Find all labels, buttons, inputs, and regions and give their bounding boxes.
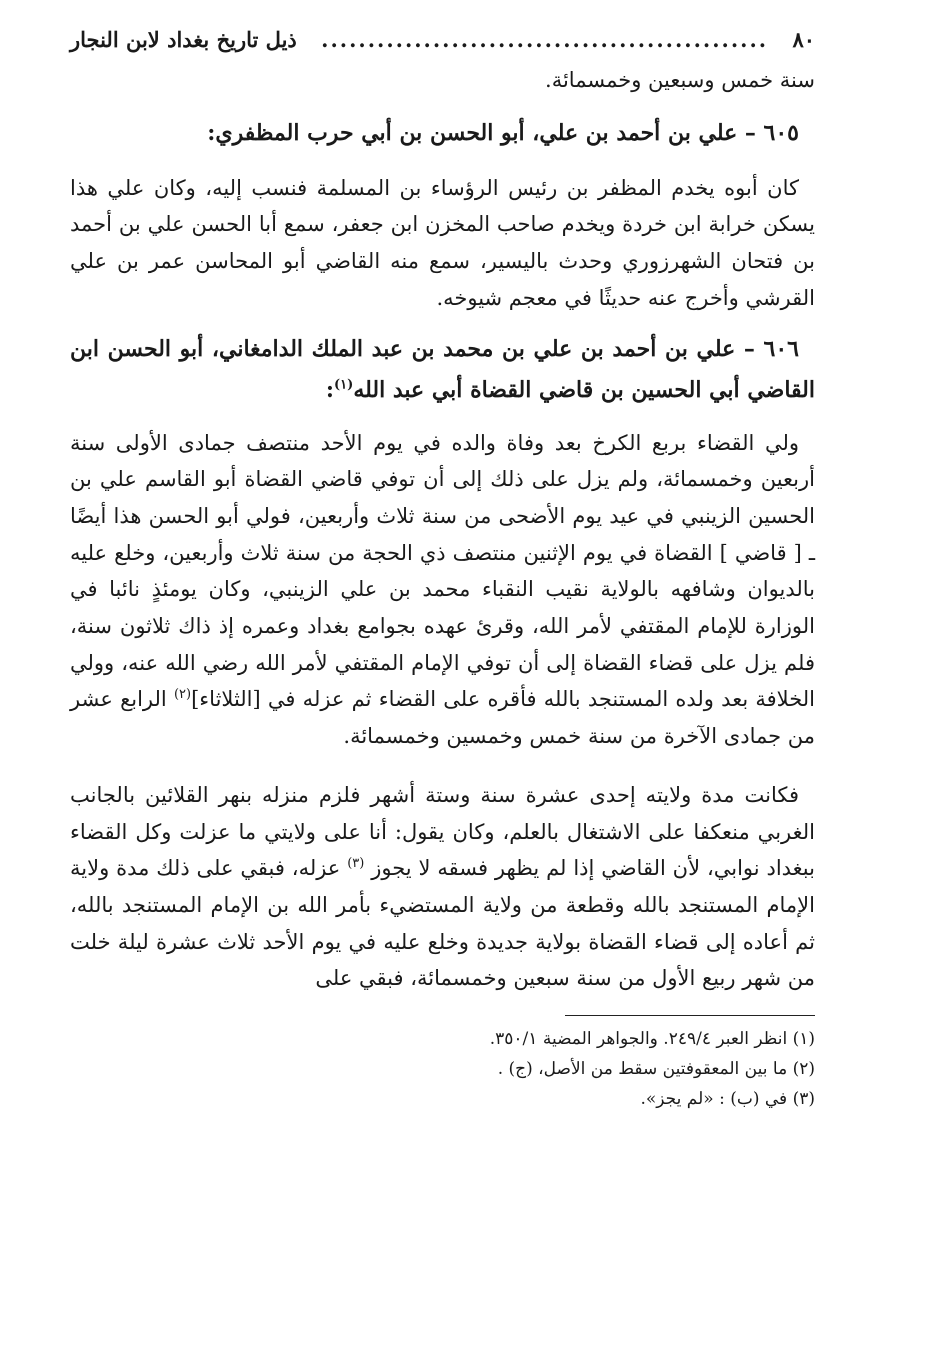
- book-page: [70, 18, 815, 1114]
- footnotes: [70, 1024, 815, 1114]
- footnote-3: (٣) في (ب) : «لم يجز».: [640, 1089, 815, 1110]
- continuation-line: سنة خمس وسبعين وخمسمائة.: [545, 68, 815, 92]
- entry-606-body-text: ولي القضاء بربع الكرخ بعد وفاة والده في يوم الأحد منتصف جمادى الأولى سنة أربعين وخمسمائة، ولم يزل على ذلك إلى أن توفي قاضي القضاة أبو القاسم علي بن الحسين الزينبي في عيد يوم الأضحى من سنة ثلاث وأربعين، فولي أبو الحسن هذا أيضًا ـ [ قاضي ] القضاة في يوم الإثنين منتصف ذي الحجة من سنة ثلاث وأربعين، وخلع عليه بالديوان وشافهه بالولاية نقيب النقباء محمد بن علي الزينبي، وكان يومئذٍ نائبا في الوزارة للإمام المقتفي لأمر الله، وقرئ عهده بجوامع بغداد وعمره إذ ذاك ثلاثون سنة، فلم يزل على قضاء القضاة إلى أن توفي الإمام المقتفي لأمر الله رضي الله عنه، وولي الخلافة بعد ولده المستنجد بالله فأقره على القضاء ثم عزله في [الثلاثاء]: [70, 430, 815, 712]
- footnote-marker-1: (١): [334, 377, 354, 393]
- footnote-divider: [565, 1015, 815, 1016]
- footnote-marker-2: (٢): [173, 687, 192, 703]
- running-title: ذيل تاريخ بغداد لابن النجار: [70, 27, 297, 52]
- page-header: [70, 24, 815, 56]
- entry-606-body-end: الرابع عشر من جمادى الآخرة من سنة خمس وخمسين وخمسمائة.: [70, 687, 815, 749]
- page-number: ٨٠: [792, 27, 815, 52]
- entry-605-body: كان أبوه يخدم المظفر بن رئيس الرؤساء بن المسلمة فنسب إليه، وكان علي هذا يسكن خرابة ابن خردة ويخدم صاحب المخزن ابن جعفر، سمع أبا الحسن علي بن أحمد بن فتحان الشهرزوري وحدث باليسير، سمع منه القاضي أبو المحاسن عمر بن علي القرشي وأخرج عنه حديثًا في معجم شيوخه.: [70, 175, 815, 310]
- entry-606-heading: [70, 329, 815, 411]
- entry-606-body: [70, 425, 815, 755]
- header-dot-leader: ................................................: [321, 27, 769, 52]
- footnote-2: (٢) ما بين المعقوفتين سقط من الأصل، (ج) .: [497, 1059, 815, 1080]
- footnote-marker-3: (٣): [347, 856, 365, 872]
- entry-606-heading-text: ٦٠٦ – علي بن أحمد بن علي بن محمد بن عبد الملك الدامغاني، أبو الحسن ابن القاضي أبي الحسين بن قاضي القضاة أبي عبد الله: [70, 335, 815, 403]
- paragraph-tenure-end: عزله، فبقي على ذلك مدة ولاية الإمام المستنجد بالله وقطعة من ولاية المستضيء بأمر الله بن الإمام المستنجد بالله، ثم أعاده إلى قضاء القضاة بولاية جديدة وخلع عليه في يوم الأحد ثلاث عشرة ليلة خلت من شهر ربيع الأول من سنة سبعين وخمسمائة، فبقي على: [70, 856, 815, 991]
- entry-605-heading: ٦٠٥ – علي بن أحمد بن علي، أبو الحسن بن أبي حرب المظفري:: [207, 119, 799, 146]
- footnote-1: (١) انظر العبر ٢٤٩/٤. والجواهر المضية ٣٥٠/١.: [489, 1029, 815, 1050]
- entry-606-heading-colon: :: [325, 376, 335, 403]
- paragraph-tenure: [70, 777, 815, 997]
- paragraph-tenure-text: فكانت مدة ولايته إحدى عشرة سنة وستة أشهر فلزم منزله بنهر القلائين بالجانب الغربي منعكفا على الاشتغال بالعلم، وكان يقول: أنا على ولايتي ما عزلت وكل القضاء ببغداد نوابي، لأن القاضي إذا لم يظهر فسقه لا يجوز: [70, 782, 815, 881]
